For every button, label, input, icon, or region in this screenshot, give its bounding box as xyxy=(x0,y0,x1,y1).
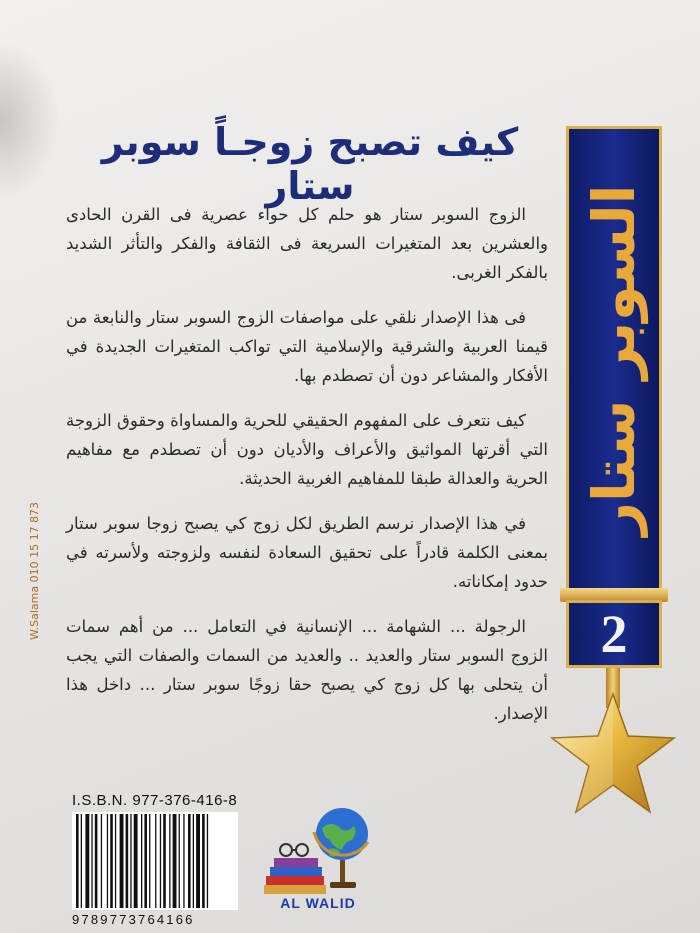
left-shadow xyxy=(0,40,60,200)
barcode-digits: 9789773764166 xyxy=(72,912,195,927)
designer-credit: W.Salama 010 15 17 873 xyxy=(28,501,41,640)
gold-star-icon xyxy=(548,690,678,820)
globe-books-icon xyxy=(258,798,378,908)
volume-number: 2 xyxy=(600,604,628,664)
isbn-label: I.S.B.N. 977-376-416-8 xyxy=(72,792,238,809)
barcode xyxy=(72,812,238,910)
back-cover-text xyxy=(66,200,548,744)
paragraph-4: في هذا الإصدار نرسم الطريق لكل زوج كي يصبح زوجا سوبر ستار بمعنى الكلمة قادراً على تحقيق السعادة لنفسه ولزوجته ولأسرته في حدود إمكاناته. xyxy=(66,514,548,591)
paragraph-5: الرجولة ... الشهامة ... الإنسانية في التعامل ... من أهم سمات الزوج السوبر ستار والعديد .. والعديد من السمات والصفات التي يجب أن يتحلى بها كل زوج كي يصبح حقا زوجًا سوبر ستار ... داخل هذا الإصدار. xyxy=(66,617,548,723)
paragraph-2: فى هذا الإصدار نلقي على مواصفات الزوج السوبر ستار والنابعة من قيمنا العربية والشرقية والإسلامية التي تواكب المتغيرات الجديدة في الأفكار والمشاعر دون أن تصطدم بها. xyxy=(66,308,548,385)
volume-badge xyxy=(566,600,662,668)
book-title: كيف تصبح زوجـاً سوبر ستار xyxy=(101,120,519,208)
paragraph-1: الزوج السوبر ستار هو حلم كل حواء عصرية فى القرن الحادى والعشرين بعد المتغيرات السريعة فى الثقافة والفكر والتأثر الشديد بالفكر الغربى. xyxy=(66,205,548,282)
series-ribbon xyxy=(566,126,662,594)
series-title: السوبر ستار xyxy=(580,184,648,536)
paragraph-3: كيف نتعرف على المفهوم الحقيقي للحرية والمساواة وحقوق الزوجة التي أقرتها المواثيق والأعراف والأديان دون أن تصطدم مع مفاهيم الحرية والعدالة طبقا للمفاهيم الغربية الحديثة. xyxy=(66,411,548,488)
publisher-name: AL WALID xyxy=(280,895,356,911)
